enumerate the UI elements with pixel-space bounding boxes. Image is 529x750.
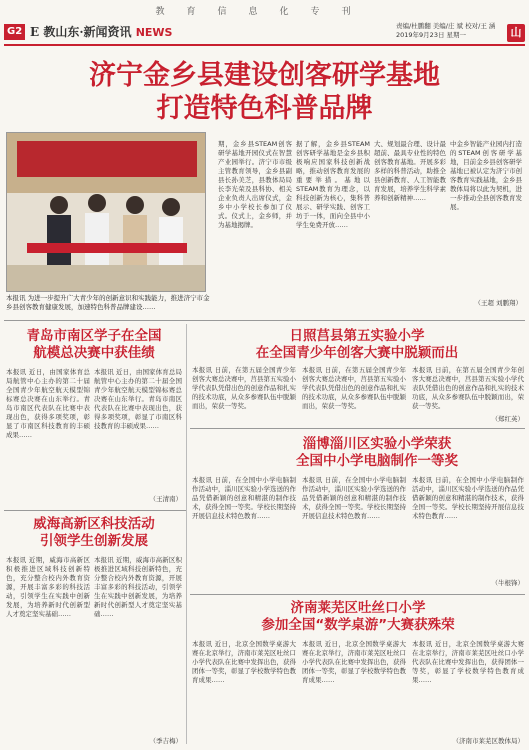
qingdao-headline xyxy=(6,328,182,362)
editor-info-date: 2019年9月23日 xyxy=(396,31,445,39)
rizhao-headline xyxy=(190,328,524,362)
section-title-en: NEWS xyxy=(135,26,173,39)
divider-qingdao xyxy=(4,510,186,511)
divider-zibo xyxy=(190,594,525,595)
zibo-headline xyxy=(232,436,522,470)
rizhao-byline: （郑红英） xyxy=(491,415,524,423)
page-header xyxy=(0,22,529,44)
zibo-body-col2: 本报讯 日前，在全国中小学电脑制作活动中，淄川区实验小学选送的作品凭借新颖的创意和精湛的制作技术，获得全国一等奖。学校长期坚持开展信息技术特色教育…… xyxy=(302,476,406,520)
lead-body-col4: 中金乡智能产业园内打造的STEAM创客研学基地，目前金乡县创客研学基地已被认定为济宁市创客教育实践基地，金乡县教体局将以此为契机，进一步推动全县创客教育发展。 xyxy=(450,140,522,211)
zibo-byline: （牛根锋） xyxy=(491,579,524,587)
section-title xyxy=(30,23,172,42)
divider-rizhao xyxy=(190,428,525,429)
qingdao-headline-line2: 航模总决赛中获佳绩 xyxy=(33,345,155,361)
editor-info xyxy=(396,22,500,40)
lead-body-col1: 期，金乡县STEAM创客研学基地开园仪式在智慧产业园举行。济宁市市级主管教育领导，金乡县副县长孙美芝，县教体局局长李光荣及县科协、相关企业负责人出席仪式，金乡中小学校长参加了仪式。仪式上，金乡师，并为基地揭牌。 xyxy=(218,140,292,229)
weihai-byline: （季吉梅） xyxy=(149,737,182,745)
editor-info-1: 责编/杜鹏翻 xyxy=(396,22,431,30)
lead-photo xyxy=(6,132,206,292)
jinan-body-col3: 本报讯 近日，北京全国数学桌游大赛在北京举行，济南市莱芜区吐丝口小学代表队在比赛中发挥出色，获得团体一等奖，彰显了学校数学特色教育成果…… xyxy=(412,640,524,684)
lead-byline: （王超 刘鹏翔） xyxy=(474,299,522,307)
divider-vertical xyxy=(186,324,187,744)
jinan-byline: （济南市莱芜区教体局） xyxy=(452,737,524,745)
zibo-body-col1: 本报讯 日前，在全国中小学电脑制作活动中，淄川区实验小学选送的作品凭借新颖的创意和精湛的制作技术，获得全国一等奖。学校长期坚持开展信息技术特色教育…… xyxy=(192,476,296,520)
qingdao-body: 本报讯 近日，由国家体育总局航管中心主办的第二十届全国青少年航空航天模型锦标赛总决赛在山东举行。青岛市南区代表队在比赛中表现出色，获得多项奖项，彰显了市南区科技教育的丰硕成果…… xyxy=(6,368,90,439)
editor-info-weekday: 星期一 xyxy=(446,31,467,39)
rizhao-headline-line1: 日照莒县第五实验小学 xyxy=(289,328,425,344)
jinan-body-col1: 本报讯 近日，北京全国数学桌游大赛在北京举行，济南市莱芜区吐丝口小学代表队在比赛中发挥出色，获得团体一等奖，彰显了学校数学特色教育成果…… xyxy=(192,640,296,684)
lead-headline xyxy=(0,60,529,126)
editor-info-3: 校对/王 涵 xyxy=(465,22,496,30)
section-tag: G2 xyxy=(4,24,25,40)
jinan-headline-line1: 济南莱芜区吐丝口小学 xyxy=(290,600,426,616)
lead-headline-line2: 打造特色科普品牌 xyxy=(156,93,373,124)
weihai-headline-line1: 威海高新区科技活动 xyxy=(33,516,155,532)
section-title-cn: E 教山东·新闻资讯 xyxy=(30,25,132,39)
lead-body-col3: 大、规划最合理、设计最超前、最具专业性的特色创客教育基地。开展多彩多样的科普活动，助推全县创新教育、人工智能教育发展，培养学生科学素养和创新精神…… xyxy=(374,140,446,202)
editor-info-2: 美编/庄 斌 xyxy=(432,22,464,30)
qingdao-byline: （王清南） xyxy=(149,495,182,503)
masthead-deco-line: 教育信息化专刊 xyxy=(155,7,373,17)
header-rule xyxy=(4,44,525,46)
weihai-headline-line2: 引领学生创新发展 xyxy=(40,533,148,549)
newspaper-logo-icon: 山 xyxy=(507,24,525,42)
rizhao-body-col2: 本报讯 日前，在第五届全国青少年创客大赛总决赛中，莒县第五实验小学代表队凭借出色的创意作品和扎实的技术功底，从众多参赛队伍中脱颖而出，荣获一等奖。 xyxy=(302,366,406,410)
lead-photo-image xyxy=(7,133,206,292)
qingdao-headline-line1: 青岛市南区学子在全国 xyxy=(26,328,162,344)
rizhao-body-col1: 本报讯 日前，在第五届全国青少年创客大赛总决赛中，莒县第五实验小学代表队凭借出色的创意作品和扎实的技术功底，从众多参赛队伍中脱颖而出，荣获一等奖。 xyxy=(192,366,296,410)
weihai-body-col2: 本报讯 近期，威海市高新区积极推进区域科技创新特色，充分整合校内外教育资源，开展丰富多彩的科技活动，引领学生在实践中创新发展，为培养新时代创新型人才奠定坚实基础…… xyxy=(94,556,182,618)
lead-headline-line1: 济宁金乡县建设创客研学基地 xyxy=(89,60,440,91)
jinan-headline-line2: 参加全国“数学桌游”大赛获殊荣 xyxy=(261,617,455,633)
weihai-headline xyxy=(6,516,182,550)
lead-body-col2: 据了解，金乡县STEAM创客研学基地是金乡县积极响应国家科技创新战略，推动创客教育发展的重要举措。基地以STEAM教育为理念，以科技创新为核心，集科普展示、研学实践、创客工坊于一体，面向全县中小学生免费开放…… xyxy=(296,140,370,229)
zibo-body-col3: 本报讯 日前，在全国中小学电脑制作活动中，淄川区实验小学选送的作品凭借新颖的创意和精湛的制作技术，获得全国一等奖。学校长期坚持开展信息技术特色教育…… xyxy=(412,476,524,520)
zibo-headline-line1: 淄博淄川区实验小学荣获 xyxy=(302,436,452,452)
zibo-headline-line2: 全国中小学电脑制作一等奖 xyxy=(296,453,458,469)
weihai-body-col1: 本报讯 近期，威海市高新区积极推进区域科技创新特色，充分整合校内外教育资源，开展丰富多彩的科技活动，引领学生在实践中创新发展，为培养新时代创新型人才奠定坚实基础…… xyxy=(6,556,90,618)
qingdao-body-cont: 本报讯 近日，由国家体育总局航管中心主办的第二十届全国青少年航空航天模型锦标赛总决赛在山东举行。青岛市南区代表队在比赛中表现出色，获得多项奖项，彰显了市南区科技教育的丰硕成果…… xyxy=(94,368,182,430)
rizhao-headline-line2: 在全国青少年创客大赛中脱颖而出 xyxy=(255,345,459,361)
jinan-body-col2: 本报讯 近日，北京全国数学桌游大赛在北京举行，济南市莱芜区吐丝口小学代表队在比赛中发挥出色，获得团体一等奖，彰显了学校数学特色教育成果…… xyxy=(302,640,406,684)
rizhao-body-col3: 本报讯 日前，在第五届全国青少年创客大赛总决赛中，莒县第五实验小学代表队凭借出色的创意作品和扎实的技术功底，从众多参赛队伍中脱颖而出，荣获一等奖。 xyxy=(412,366,524,410)
jinan-headline xyxy=(192,600,524,634)
divider-lead xyxy=(4,320,525,321)
lead-photo-caption: 本报讯 为进一步提升广大青少年的创新意识和实践能力，推进济宁市金乡县创客教育健康发展，加速特色科普品牌建设…… xyxy=(6,294,210,311)
